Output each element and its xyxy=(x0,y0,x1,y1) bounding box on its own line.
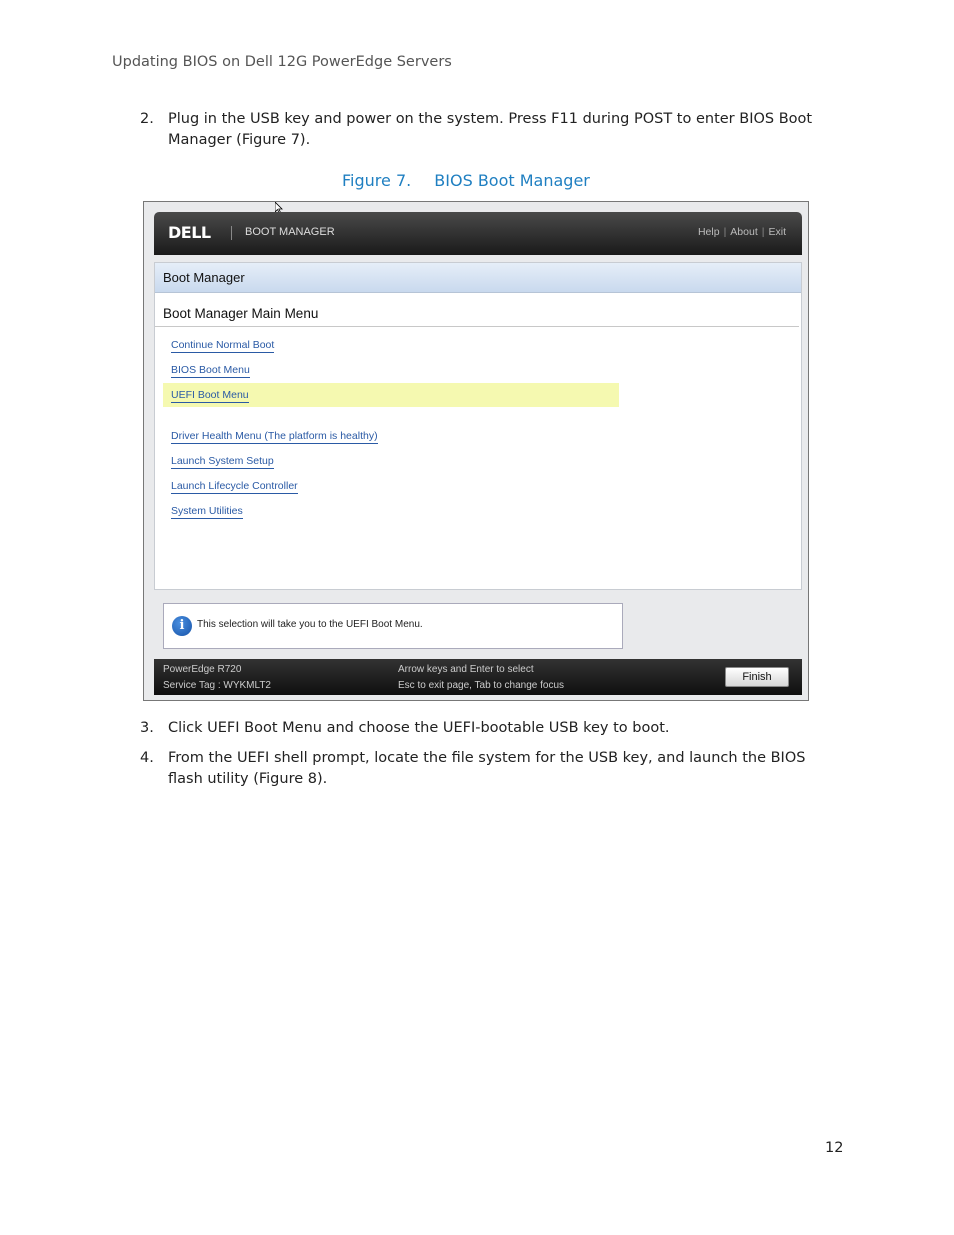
running-header: Updating BIOS on Dell 12G PowerEdge Servers xyxy=(112,54,452,70)
info-icon: i xyxy=(172,616,192,636)
menu-item-uefi-boot-menu[interactable]: UEFI Boot Menu xyxy=(171,389,249,401)
menu-item-continue-normal-boot[interactable]: Continue Normal Boot xyxy=(171,339,275,351)
step-text: Plug in the USB key and power on the system. Press F11 during POST to enter BIOS Boot Manager (Figure 7). xyxy=(168,111,813,148)
navigation-hint: Arrow keys and Enter to select xyxy=(398,664,534,675)
step-text: From the UEFI shell prompt, locate the file system for the USB key, and launch the BIOS flash utility (Figure 8). xyxy=(168,750,806,787)
menu-item-driver-health-menu[interactable]: Driver Health Menu (The platform is healthy) xyxy=(171,430,378,442)
top-bar xyxy=(154,212,802,255)
model-name: PowerEdge R720 xyxy=(163,664,242,675)
figure-title: BIOS Boot Manager xyxy=(434,171,590,190)
figure-caption xyxy=(342,171,590,190)
menu-item-system-utilities[interactable]: System Utilities xyxy=(171,505,243,517)
app-title: BOOT MANAGER xyxy=(245,226,335,238)
footer-bar xyxy=(154,659,802,695)
menu-title: Boot Manager Main Menu xyxy=(163,306,319,321)
info-text: This selection will take you to the UEFI Boot Menu. xyxy=(197,619,423,630)
step-number: 2. xyxy=(140,111,154,127)
menu-item-bios-boot-menu[interactable]: BIOS Boot Menu xyxy=(171,364,250,376)
about-link[interactable]: About xyxy=(730,226,758,238)
exit-link[interactable]: Exit xyxy=(768,226,786,238)
boot-manager-panel xyxy=(154,262,802,590)
figure-label: Figure 7. xyxy=(342,171,412,190)
menu-item-launch-lifecycle-controller[interactable]: Launch Lifecycle Controller xyxy=(171,480,298,492)
divider xyxy=(155,326,799,327)
panel-header xyxy=(155,263,801,293)
focus-hint: Esc to exit page, Tab to change focus xyxy=(398,680,565,691)
finish-button[interactable]: Finish xyxy=(725,667,789,687)
info-box xyxy=(163,603,623,649)
service-tag: Service Tag : WYKMLT2 xyxy=(163,680,271,691)
step-text: Click UEFI Boot Menu and choose the UEFI-bootable USB key to boot. xyxy=(168,720,670,736)
page-number: 12 xyxy=(825,1140,844,1156)
help-link[interactable]: Help xyxy=(697,226,720,238)
panel-title: Boot Manager xyxy=(163,270,245,285)
boot-manager-screenshot xyxy=(143,201,809,701)
top-links: Help | About | Exit xyxy=(697,226,786,238)
dell-logo: DELL xyxy=(168,223,211,242)
menu-item-launch-system-setup[interactable]: Launch System Setup xyxy=(171,455,274,467)
title-separator xyxy=(231,226,232,240)
step-number: 4. xyxy=(140,750,154,766)
step-number: 3. xyxy=(140,720,154,736)
